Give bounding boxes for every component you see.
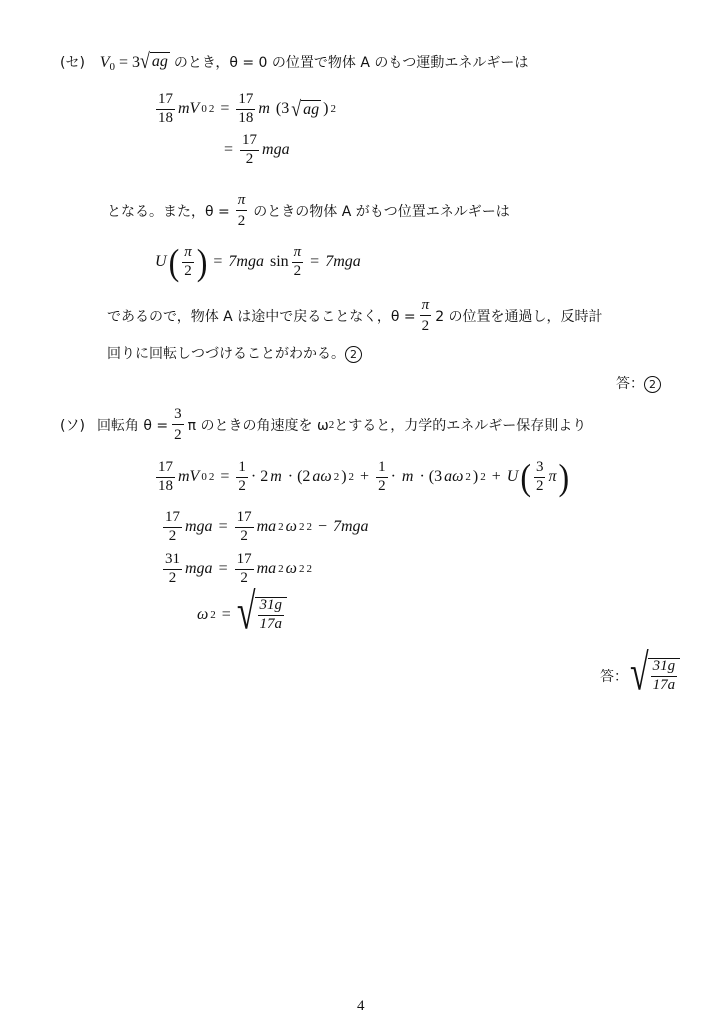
conservation-eq-3: $\frac{31}{2}$ mga = $\frac{17}{2}$ ma 2 ω 2 2 [165, 551, 312, 586]
kinetic-energy-eq-2: = $\frac{17}{2}$ mga [224, 132, 290, 167]
section-se-header [60, 48, 529, 73]
conservation-eq-2: $\frac{17}{2}$ mga = $\frac{17}{2}$ ma 2 ω 2 2 − 7mga [165, 509, 369, 544]
section-so-header: (ソ) 回転角 θ = $\frac{3}{2}$ π のときの角速度を ω 2 とすると，力学的エネルギー保存則より [60, 406, 587, 443]
omega-result-eq: ω 2 = √ $\frac{31g}{17a}$ [197, 597, 287, 633]
conclusion-line-1: であるので，物体 A は途中で戻ることなく，θ = $\frac{\pi}{2}$ 2 の位置を通過し，反時計 [107, 297, 603, 334]
potential-intro: となる。また，θ = $\frac{\pi}{2}$ のときの物体 A がもつ位置エネルギーは [107, 192, 510, 229]
section-se-label: (セ) [60, 55, 85, 71]
answer-se: 答： 2 [616, 373, 661, 393]
conservation-eq-1: $\frac{17}{18}$ mV 0 2 = $\frac{1}{2}$ · 2 m · (2 aω 2 ) 2 + $\frac{1}{2}$ · m · (3 aω 2 ) 2 + U ( $\frac{3}{2}$ π ) [158, 456, 570, 498]
answer-so: 答： √ $\frac{31g}{17a}$ [600, 658, 680, 694]
choice-mark: 2 [345, 346, 362, 363]
potential-energy-eq: U ( $\frac{\pi}{2}$ ) = 7mga sin $\frac{\pi}{2}$ = 7mga [155, 241, 361, 283]
section-so-label: (ソ) [60, 418, 85, 435]
conclusion-line-2: 回りに回転しつづけることがわかる。 2 [107, 343, 362, 363]
section-se-intro: のとき，θ = 0 の位置で物体 A のもつ運動エネルギーは [173, 55, 529, 71]
page-number: 4 [357, 998, 365, 1014]
answer-mark: 2 [644, 376, 661, 393]
initial-speed-formula: $V_0 = 3$ √ ag [99, 48, 168, 73]
kinetic-energy-eq-1: $\frac{17}{18}$ mV 0 2 = $\frac{17}{18}$ m (3 √ ag ) 2 [158, 91, 336, 126]
